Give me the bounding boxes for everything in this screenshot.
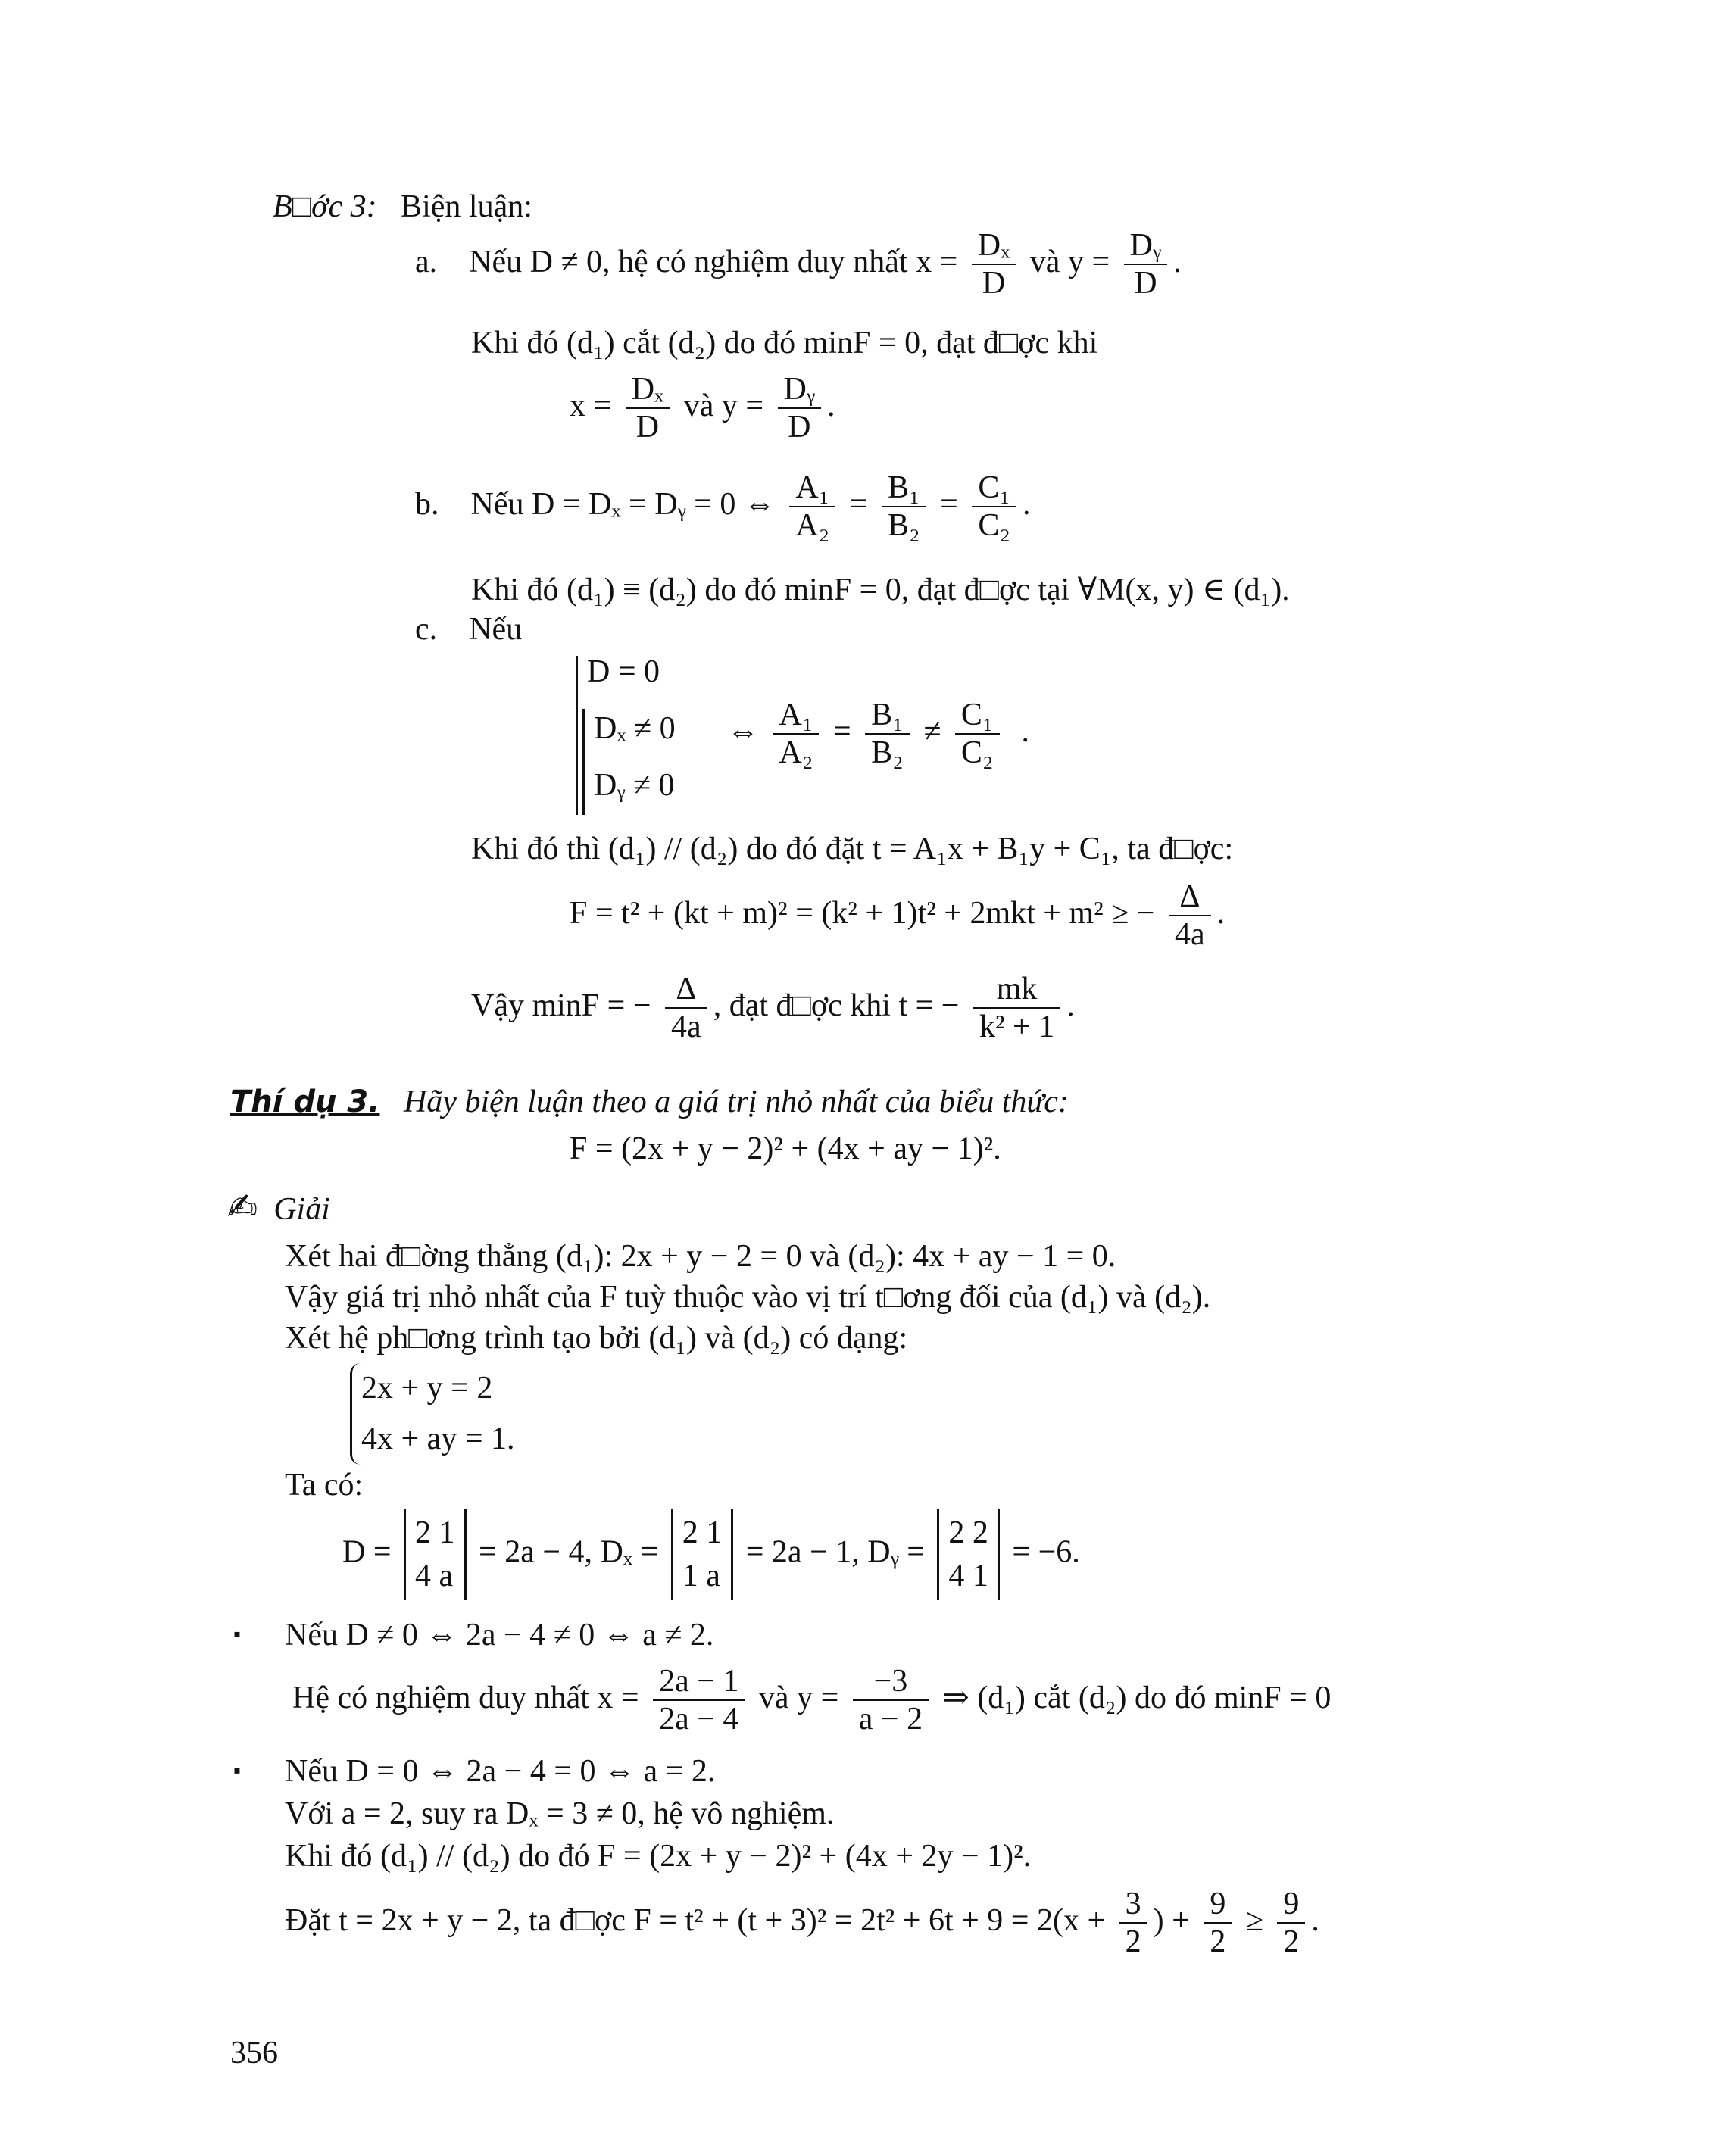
bullet-icon: ▪ — [233, 1623, 241, 1646]
period: . — [1021, 713, 1030, 749]
iff: ⇔ — [727, 713, 759, 749]
case-b-text: Nếu D = Dₓ = Dᵧ = 0 ⇔ — [470, 486, 776, 522]
case-a-line2: Khi đó (d₁) cắt (d₂) do đó minF = 0, đạt đ□ợc khi — [471, 326, 1098, 360]
den: D — [1134, 266, 1157, 301]
case-c-line2: Khi đó thì (d₁) // (d₂) do đó đặt t = A₁x + B₁y + C₁, ta đ□ợc: — [471, 832, 1234, 866]
num: C₁ — [955, 697, 1000, 735]
fraction-a1-a2 — [789, 470, 835, 545]
num: Dₓ — [626, 371, 670, 409]
case-c-formula: F = t² + (kt + m)² = (k² + 1)t² + 2mkt + m² ≥ − $\frac{\Delta}{4a}$ . — [570, 879, 1226, 953]
num: Δ — [1169, 878, 1211, 916]
den: B₂ — [871, 735, 904, 771]
num: Dᵧ — [1124, 227, 1167, 265]
period: . — [1173, 244, 1182, 279]
system-eq1: 2x + y = 2 — [361, 1371, 493, 1406]
den: C₂ — [960, 735, 994, 771]
den: D — [982, 266, 1006, 301]
num: A₁ — [789, 470, 835, 507]
condition-bracket — [582, 709, 676, 815]
fraction-dx-d — [972, 227, 1016, 302]
fraction-delta-4a — [1169, 878, 1211, 953]
num: A₁ — [773, 697, 820, 735]
eq: = — [832, 713, 851, 749]
fraction-dx-d-2 — [626, 371, 670, 446]
condition-ratio — [727, 697, 1029, 772]
d-label: D = — [342, 1534, 392, 1570]
row: 2 1 — [415, 1515, 455, 1550]
row: 4 a — [415, 1558, 454, 1593]
equation-system — [350, 1363, 515, 1465]
conclusion-text: Vậy minF = − — [471, 988, 651, 1023]
row: 2 2 — [948, 1515, 988, 1550]
example-question: Hãy biện luận theo a giá trị nhỏ nhất của biểu thức: — [403, 1084, 1069, 1119]
eq2-text: 4x + ay = 1 — [361, 1421, 507, 1457]
x-eq: x = — [570, 388, 612, 423]
period: . — [827, 388, 835, 423]
case-c-conclusion — [471, 971, 1075, 1046]
condition-dy: Dᵧ ≠ 0 — [594, 768, 675, 803]
ne: ≠ — [923, 713, 941, 749]
step-label: B□ớc 3: — [273, 189, 377, 224]
system-eq2 — [361, 1414, 515, 1465]
formula-text: F = t² + (kt + m)² = (k² + 1)t² + 2mkt + m² ≥ − — [570, 895, 1155, 931]
case-b-line — [415, 470, 1031, 545]
den: A₂ — [795, 508, 830, 544]
case-b-marker: b. — [415, 486, 439, 522]
bullet1-line: Nếu D ≠ 0 ⇔ 2a − 4 ≠ 0 ⇔ a ≠ 2. — [285, 1618, 714, 1652]
fraction-mk-k21 — [973, 971, 1060, 1046]
pen-icon: ✍ — [227, 1186, 258, 1228]
den: 4a — [671, 1010, 701, 1045]
period: . — [507, 1421, 515, 1457]
num: C₁ — [972, 470, 1016, 507]
fraction-dy-d-2 — [778, 371, 821, 446]
eq: = — [940, 486, 958, 522]
example-title: Thí dụ 3. — [230, 1084, 380, 1119]
fraction-b1-b2 — [882, 470, 926, 545]
num: B₁ — [865, 697, 910, 735]
fraction-y-solution — [853, 1663, 929, 1738]
bullet2-line3: Khi đó (d₁) // (d₂) do đó F = (2x + y − 2)² + (4x + 2y − 1)². — [285, 1839, 1032, 1874]
period: . — [1311, 1902, 1319, 1938]
case-a-text: Nếu D ≠ 0, hệ có nghiệm duy nhất x = — [469, 244, 958, 279]
text: Hệ có nghiệm duy nhất x = — [292, 1680, 639, 1715]
solution-line2: Vậy giá trị nhỏ nhất của F tuỳ thuộc vào vị trí t□ơng đối của (d₁) và (d₂). — [285, 1280, 1211, 1315]
fraction-x-solution — [653, 1663, 745, 1738]
den: A₂ — [779, 735, 813, 771]
fraction-b1-b2-c — [865, 697, 910, 772]
num: Δ — [665, 971, 707, 1009]
case-b-line2: Khi đó (d₁) ≡ (d₂) do đó minF = 0, đạt đ□ợc tại ∀M(x, y) ∈ (d₁). — [471, 573, 1290, 607]
fraction-a1-a2-c — [773, 697, 820, 772]
den: k² + 1 — [979, 1010, 1055, 1045]
dx-value: = 2a − 1, Dᵧ = — [745, 1534, 925, 1570]
conclusion-text2: , đạt đ□ợc khi t = − — [713, 988, 960, 1023]
num: 9 — [1277, 1886, 1305, 1924]
case-a-line — [415, 227, 1182, 302]
example-formula: F = (2x + y − 2)² + (4x + ay − 1)². — [570, 1131, 1001, 1166]
determinant-dx — [671, 1509, 734, 1600]
bullet2-line2: Với a = 2, suy ra Dₓ = 3 ≠ 0, hệ vô nghiệm. — [285, 1796, 835, 1831]
condition-d: D = 0 — [587, 654, 660, 689]
fraction-dy-d — [1124, 227, 1167, 302]
den: 2a − 4 — [659, 1702, 739, 1737]
case-a-and: và y = — [1029, 244, 1110, 279]
case-a-line3 — [570, 371, 835, 446]
solution-line3: Xét hệ ph□ơng trình tạo bởi (d₁) và (d₂) có dạng: — [285, 1321, 908, 1356]
step-line — [273, 191, 532, 223]
den: D — [788, 410, 811, 445]
period: . — [1066, 988, 1075, 1023]
row: 1 a — [682, 1558, 720, 1593]
determinants-line — [342, 1509, 1080, 1600]
fraction-c1-c2-c — [955, 697, 1000, 772]
case-c-text: Nếu — [469, 612, 523, 647]
solution-label: Giải — [273, 1192, 330, 1227]
case-c-line — [415, 613, 522, 645]
condition-dx: Dₓ ≠ 0 — [594, 711, 676, 746]
num: B₁ — [882, 470, 926, 507]
num: 3 — [1119, 1886, 1147, 1924]
text: và y = — [758, 1680, 839, 1715]
fraction-9-2 — [1204, 1886, 1232, 1961]
bullet1-line2 — [292, 1663, 1331, 1738]
step-title: Biện luận: — [401, 189, 532, 224]
ge: ≥ — [1245, 1902, 1263, 1938]
d-value: = 2a − 4, Dₓ = — [479, 1534, 659, 1570]
den: 2 — [1125, 1924, 1141, 1960]
num: Dₓ — [972, 227, 1016, 265]
case-a-marker: a. — [415, 244, 438, 279]
case-c-marker: c. — [415, 612, 438, 647]
determinant-d — [404, 1509, 467, 1600]
row: 4 1 — [948, 1558, 988, 1593]
den: 4a — [1175, 917, 1205, 953]
solution-heading — [227, 1186, 330, 1228]
fraction-delta-4a-2 — [665, 971, 707, 1046]
and-y: và y = — [683, 388, 764, 423]
fraction-9-2-b — [1277, 1886, 1305, 1961]
eq: = — [849, 486, 868, 522]
text: ⇒ (d₁) cắt (d₂) do đó minF = 0 — [942, 1680, 1332, 1715]
num: 9 — [1204, 1886, 1232, 1924]
bullet-icon: ▪ — [233, 1759, 241, 1783]
num: −3 — [853, 1663, 929, 1701]
den: C₂ — [978, 508, 1011, 544]
fraction-c1-c2 — [972, 470, 1016, 545]
condition-system — [576, 656, 676, 815]
text: Đặt t = 2x + y − 2, ta đ□ợc F = t² + (t + 3)² = 2t² + 6t + 9 = 2(x + — [285, 1902, 1106, 1938]
taco-line: Ta có: — [285, 1468, 364, 1503]
num: Dᵧ — [778, 371, 821, 409]
dy-value: = −6. — [1012, 1534, 1080, 1570]
num: 2a − 1 — [653, 1663, 745, 1701]
bullet2-line: Nếu D = 0 ⇔ 2a − 4 = 0 ⇔ a = 2. — [285, 1754, 716, 1789]
bullet2-line4 — [285, 1886, 1319, 1961]
page-number: 356 — [230, 2036, 278, 2071]
num: mk — [973, 971, 1060, 1009]
den: 2 — [1283, 1924, 1300, 1960]
den: 2 — [1210, 1924, 1226, 1960]
row: 2 1 — [682, 1515, 723, 1550]
fraction-3-2 — [1119, 1886, 1147, 1961]
determinant-dy — [937, 1509, 1000, 1600]
den: D — [635, 410, 660, 445]
den: B₂ — [888, 508, 920, 544]
text: ) + — [1153, 1902, 1190, 1938]
period: . — [1023, 486, 1031, 522]
solution-line1: Xét hai đ□ờng thẳng (d₁): 2x + y − 2 = 0 và (d₂): 4x + ay − 1 = 0. — [285, 1239, 1116, 1274]
den: a − 2 — [858, 1702, 923, 1737]
example-heading — [230, 1086, 1069, 1118]
